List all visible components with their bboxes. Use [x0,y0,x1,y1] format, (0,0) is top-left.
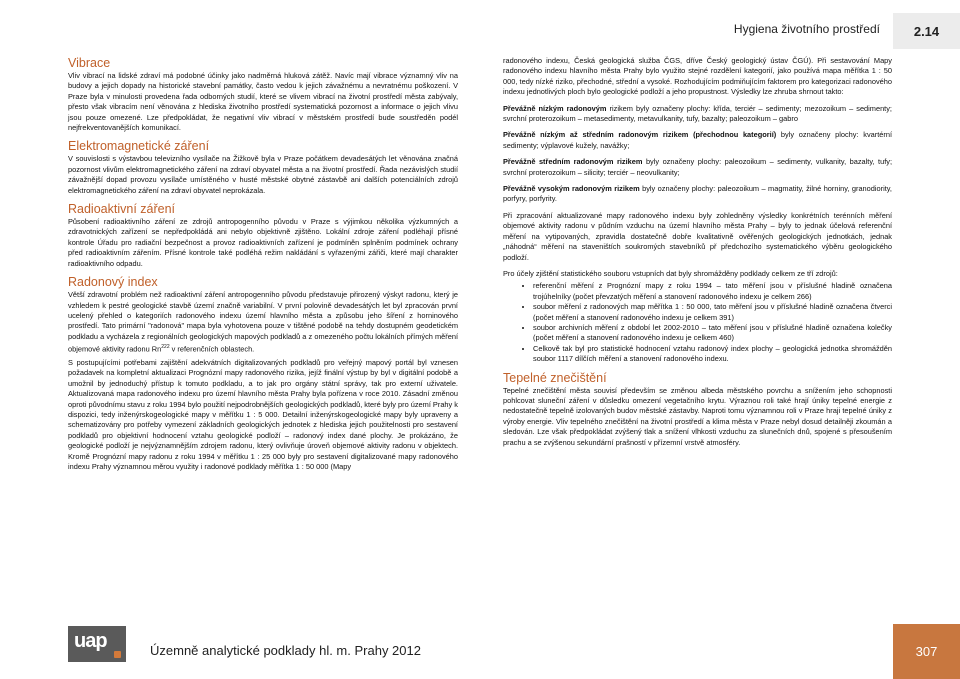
elektromagneticke-heading: Elektromagnetické záření [68,139,210,154]
sources-intro: Pro účely zjištění statistického souboru vstupních dat byly shromážděny podklady celkem ze tří zdrojů: [503,268,838,278]
elektromagneticke-paragraph: V souvislosti s výstavbou televizního vysílače na Žižkově byla v Praze počátkem devadesátých let věnována značná pozornost vlivům elektromagnetického záření na zdraví obyvatel města a na životní prostředí. Řada nezávislých studií závažnější dopad provozu vysílače umístěného v husté městské obytné zástavbě ani dalších potenciálních zdrojů elektromagnetického záření na zdraví obyvatel neprokázala. [68,154,458,195]
category-high-text: byly označeny plochy: paleozoikum – magmatity, žilné horniny, granodiority, porfyry, porfyrity. [503,184,892,204]
left-column [68,56,458,475]
gis-paragraph: Při zpracování aktualizované mapy radonového indexu byly zohledněny výsledky konkrétních terénních měření objemové aktivity radonu v půdním vzduchu na území hlavního města Prahy – byly to jednak účelová referenční měření na vytipovaných, zpravidla dostatečně dobře kvalitativně ověřených geologických jednotkách, jednak „náhodná“ měření na staveništích soukromých stavebníků př předchozího systematického výběru geologického podloží. [503,210,892,262]
tepelne-heading: Tepelné znečištění [503,370,607,385]
right-column [503,56,892,454]
radon-paragraph-2: S postupujícími potřebami zajištění adekvátních digitalizovaných podkladů pro veřejný mapový portál byl vznesen požadavek na kompletní aktualizaci Prognózní mapy radonového rizika, jejíž finální výstup by byl v digitální podobě a umožnil by jednoduchý přístup k tomuto podkladu, a to jak pro orgány státní správy, tak pro externí uživatele. Aktualizovaná mapa radonového indexu pro území hlavního města Prahy byla pořízena v roce 2010. Zásadní změnou oproti původnímu stavu z roku 1994 bylo použití nejpodrobnějších geologických podkladů, které byly pro území Prahy k dispozici, tedy inženýrskogeologické mapy v měřítku 1 : 5 000. Detailní inženýrskogeologické mapy byly upraveny a schematizovány pro potřeby vymezení základních geologických jednotek z hlediska jejich použitelnosti pro sestavení podkladů pro objektivní hodnocení vztahu geologické podloží – radonový index dané plochy. Je prokázáno, že geologické podloží je nejvýznamnějším zdrojem radonu, který ovlivňuje úroveň objemové aktivity radonu v objektech. Kromě Prognózní mapy radonu z roku 1994 v měřítku 1 : 25 000 byly pro sestavení digitalizované mapy radonového indexu Prahy významnou měrou využity i radonové podklady měřítka 1 : 50 000 (Mapy [68,358,458,472]
logo-accent-icon [114,651,121,658]
header-title: Hygiena životního prostředí [733,22,880,36]
vibrace-paragraph: Vliv vibrací na lidské zdraví má podobné účinky jako nadměrná hluková zátěž. Navíc mají vibrace významný vliv na budovy a jejich dopady na historické stavební památky, často vedou k jejich závažnému a nevratnému poškození. V Praze byla v minulosti provedena řada odborných studií, které se vlivem vibrací na životní prostředí města zabývaly, přesto však vibracím není věnována z hlediska životního prostředí systematická pozornost a informace o jejich vlivu jsou pouze omezené. Lze předpokládat, že negativní vliv vibrací v městském prostředí bude soustředěn podél nejfrekventovanějších komunikací. [68,71,458,133]
radon-p1-text: Větší zdravotní problém než radioaktivní záření antropogenního původu představuje přirozený výskyt radonu, který je vzhledem k pestré geologické stavbě území značně variabilní. V první polovině devadesátých let byl zpracován první ucelený přehled o kategoriích radonového indexu území hlavního města a způsobu jeho šíření z horninového prostředí. Tato primární "radonová" mapa byla vyhotovena pouze v tištěné podobě na tehdy dostupném geodetickém podkladu a vycházela z regionálních geologických mapových podkladů a z omezeného počtu lokálních přímých měření objemové aktivity radonu Rn [68,290,458,354]
radioaktivni-paragraph: Působení radioaktivního záření ze zdrojů antropogenního původu v Praze s výjimkou několika výzkumných a zdravotnických zařízení se nepředpokládá ani nebylo objektivně zjištěno. Lokální zdroje záření podléhají přísné kontrole Úřadu pro radiační bezpečnost a provoz radioaktivních zařízení je podmíněn splněním podmínek ochrany před radioaktivním zářením. Přísné kontrole také podléhá režim nakládání s vyřazenými zářiči, které mají charakter radioaktivního odpadu. [68,217,458,268]
radon-heading: Radonový index [68,275,158,290]
list-item: • referenční měření z Prognózní mapy z roku 1994 – tato měření jsou v příslušné hladině označena trojúhelníky (počet převzatých měření a stanovení radonového indexu je celkem 266) [533,281,892,302]
radon-isotope-sup: 222 [161,344,170,351]
category-medium-lead: Převážně středním radonovým rizikem [503,157,643,167]
footer-title: Územně analytické podklady hl. m. Prahy 2012 [150,643,421,658]
category-low-medium-text: byly označeny plochy: kvartérní sedimenty; výplavové kužely, navážky; [503,130,892,150]
category-low [503,104,892,125]
sources-list [503,281,892,364]
uap-logo-text: uap [74,630,107,652]
category-low-medium [503,130,892,151]
category-medium-text: byly označeny plochy: paleozoikum – sedimenty, vulkanity, bazalty, tufy; svrchní proterozoikum – silicity; terciér – neovulkanity; [503,157,892,177]
radon-p1-tail: v referenčních oblastech. [169,344,255,354]
uap-logo [68,626,126,662]
list-item: • soubor archivních měření z období let 2002-2010 – tato měření jsou v příslušné hladině označena kolečky (počet měření a stanovení radonového indexu je celkem 460) [533,323,892,344]
category-high [503,184,892,205]
vibrace-heading: Vibrace [68,56,111,70]
chapter-badge: 2.14 [893,13,960,49]
tepelne-paragraph: Tepelné znečištění města souvisí především se změnou albeda městského povrchu a snížením jeho schopnosti pohlcovat sluneční záření v důsledku omezení vegetačního krytu. Výraznou roli také hrají úniky tepelné energie z nedostatečně tepelně izolovaných budov městské zástavby. Naproti tomu významnou roli v Praze hraji tepelné úniky z výroby energie. Vliv tepelného znečištění na životní prostředí a klima města v Praze nebyl dosud detailněji zkoumán a sledován. Lze však předpokládat zvýšený tlak a snížení vlhkosti vzduchu za slunečních dnů, spojené s přesoušením prachu a se zvýšenou sekundární prašností v přízemní vrstvě atmosféry. [503,385,892,447]
list-item: • soubor měření z radonových map měřítka 1 : 50 000, tato měření jsou v příslušné hladině označena čtverci (počet měření a stanovení radonového indexu je celkem 391) [533,302,892,323]
category-high-lead: Převážně vysokým radonovým rizikem [503,184,640,194]
category-low-medium-lead: Převážně nízkým až středním radonovým rizikem (přechodnou kategorií) [503,130,777,140]
category-medium [503,157,892,178]
category-low-lead: Převážně nízkým radonovým [503,103,607,113]
list-item: • Celkově tak byl pro statistické hodnocení vztahu radonový index plochy – geologická jednotka shromážděn soubor 1117 dílčích měření a stanovení radonového indexu. [533,344,892,365]
radioaktivni-heading: Radioaktivní záření [68,202,176,217]
radon-intro-continued: radonového indexu, Česká geologická služba ČGS, dříve Český geologický ústav ČGÚ). Při sestavování Mapy radonového indexu hlavního města Prahy bylo využito stejné rozdělení kategorií, jako používá mapa měřítka 1 : 50 000, tedy nízké riziko, přechodné, střední a vysoké. Rozhodujícím podmiňujícím faktorem pro kategorizaci radonového indexu jednotlivých ploch bylo geologické podloží a jeho propustnost. Výsledky lze zhruba shrnout takto: [503,56,892,97]
radon-paragraph-1 [68,290,458,355]
page-number: 307 [893,624,960,679]
category-low-text: rizikem byly označeny plochy: křída, terciér – sedimenty; mezozoikum – sedimenty; svrchní proterozoikum – metasedimenty, metavulkanity, tufy, bazalty; paleozoikum – gabro [503,103,892,124]
